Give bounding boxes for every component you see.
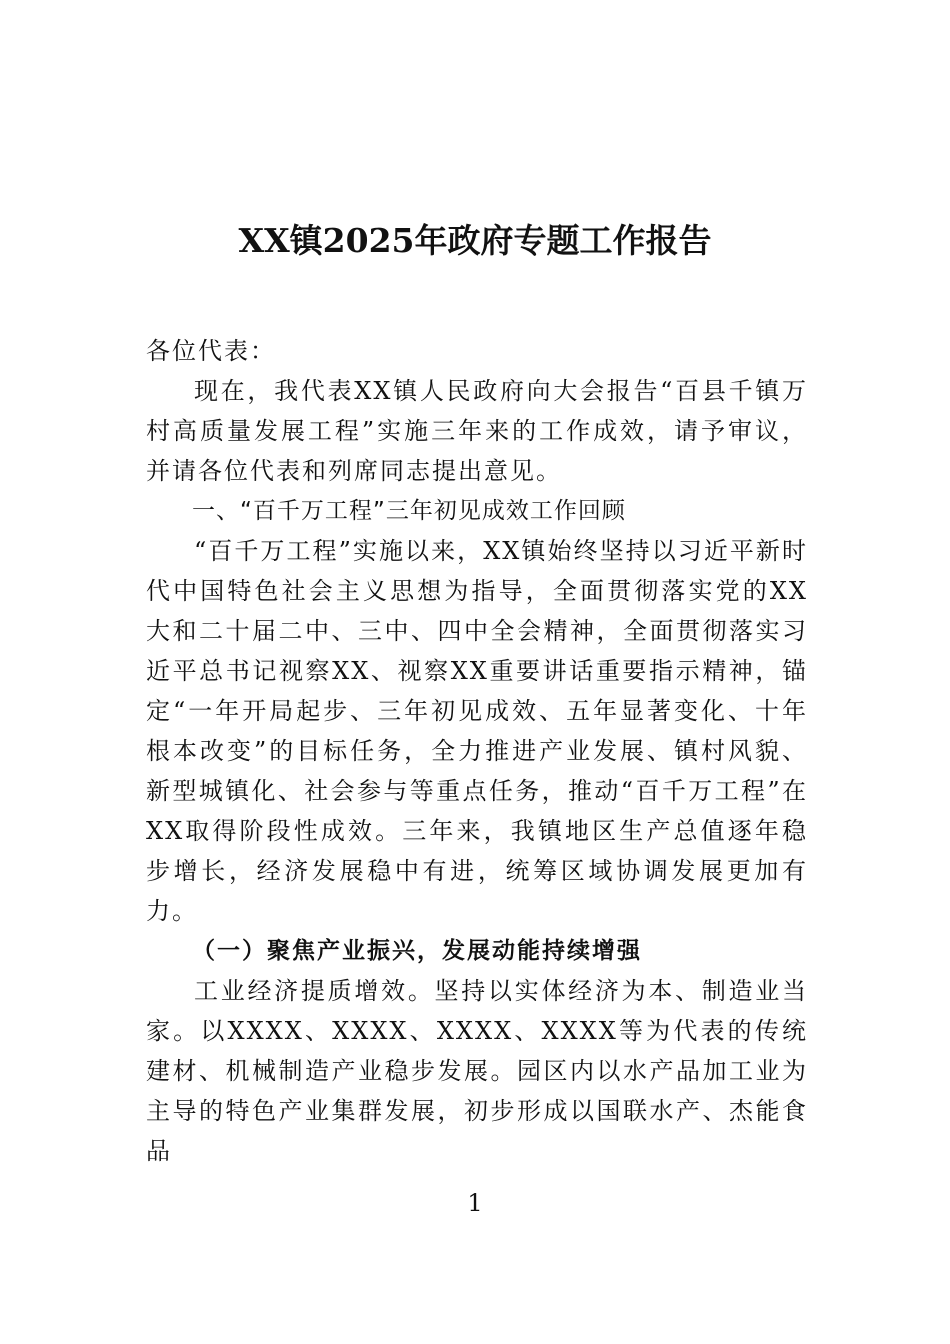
document-body — [146, 331, 808, 1171]
industry-paragraph: 工业经济提质增效。坚持以实体经济为本、制造业当家。以XXXX、XXXX、XXXX、XXXX等为代表的传统建材、机械制造产业稳步发展。园区内以水产品加工业为主导的特色产业集群发展，初步形成以国联水产、杰能食品 — [146, 977, 808, 1165]
review-paragraph: “百千万工程”实施以来，XX镇始终坚持以习近平新时代中国特色社会主义思想为指导，全面贯彻落实党的XX大和二十届二中、三中、四中全会精神，全面贯彻落实习近平总书记视察XX、视察XX重要讲话重要指示精神，锚定“一年开局起步、三年初见成效、五年显著变化、十年根本改变”的目标任务，全力推进产业发展、镇村风貌、新型城镇化、社会参与等重点任务，推动“百千万工程”在XX取得阶段性成效。三年来，我镇地区生产总值逐年稳步增长，经济发展稳中有进，统筹区域协调发展更加有力。 — [146, 537, 808, 925]
section-heading-1: 一、“百千万工程”三年初见成效工作回顾 — [192, 498, 626, 524]
page-title: XX镇2025年政府专题工作报告 — [238, 221, 712, 261]
intro-paragraph: 现在，我代表XX镇人民政府向大会报告“百县千镇万村高质量发展工程”实施三年来的工作成效，请予审议，并请各位代表和列席同志提出意见。 — [146, 377, 808, 485]
subsection-heading-1: （一）聚焦产业振兴，发展动能持续增强 — [192, 937, 642, 964]
page-number: 1 — [467, 1189, 483, 1217]
salutation: 各位代表： — [146, 337, 276, 365]
